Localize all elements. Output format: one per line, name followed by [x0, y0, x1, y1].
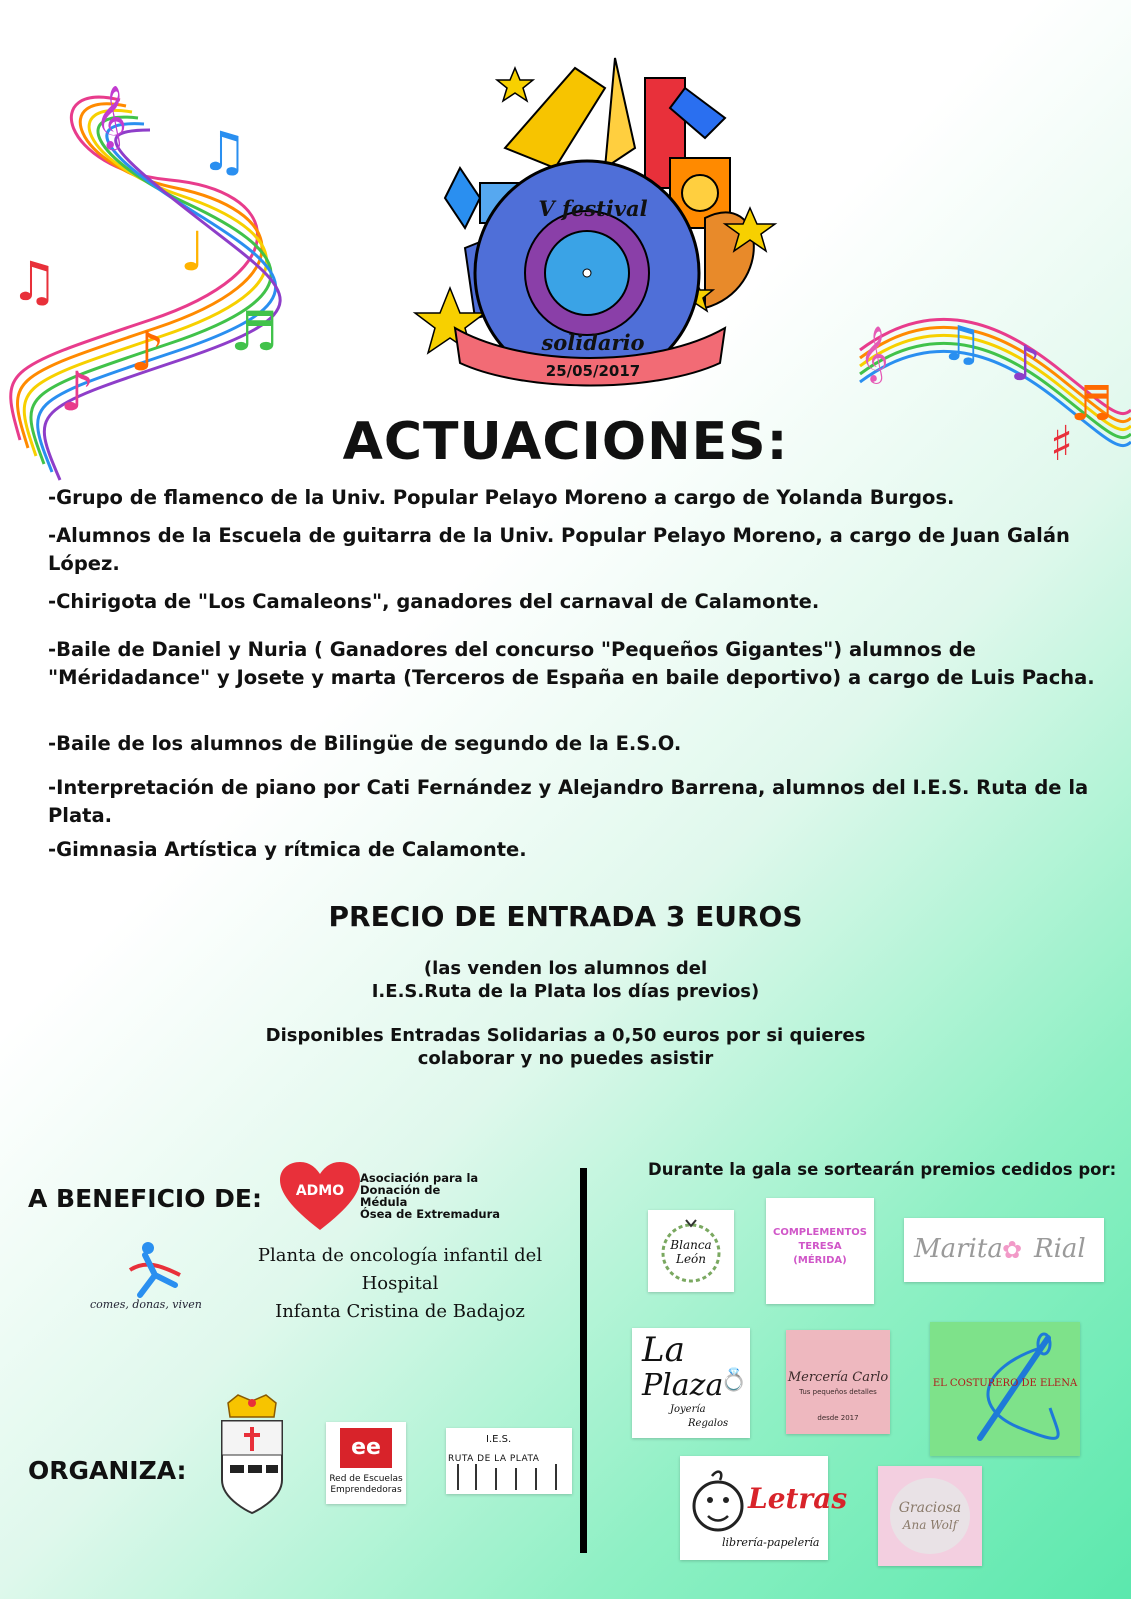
ies-name: RUTA DE LA PLATA: [448, 1454, 540, 1464]
act-item: -Gimnasia Artística y rítmica de Calamonte.: [48, 838, 527, 861]
svg-text:♪: ♪: [130, 320, 165, 383]
hospital-text: [240, 1242, 560, 1326]
redes-badge-icon: ee: [340, 1428, 392, 1468]
sale-note-line2: I.E.S.Ruta de la Plata los días previos): [371, 981, 760, 1002]
letras-subtitle: librería-papelería: [722, 1536, 820, 1549]
svg-text:♫: ♫: [200, 120, 249, 183]
redes-line: Red de Escuelas: [329, 1474, 403, 1484]
merceria-tagline: Tus pequeños detalles: [799, 1388, 877, 1396]
logo-title-line1: V festival: [538, 196, 648, 221]
sale-note-line1: (las venden los alumnos del: [423, 958, 708, 979]
beneficiary-label: A BENEFICIO DE:: [28, 1184, 262, 1213]
sponsor-letras: [680, 1456, 848, 1560]
svg-text:♫: ♫: [10, 250, 59, 313]
blanca-line: León: [675, 1252, 707, 1266]
svg-text:♪: ♪: [60, 360, 95, 423]
flower-icon: ✿: [1002, 1236, 1023, 1264]
rial-word: Rial: [1034, 1234, 1086, 1264]
plaza-word: Plaza: [642, 1368, 724, 1403]
hospital-line: Planta de oncología infantil del Hospital: [257, 1245, 543, 1294]
sponsor-complementos-teresa: [766, 1198, 874, 1304]
graciosa-name: Graciosa: [898, 1500, 962, 1516]
sponsor-blanca-leon: [648, 1210, 734, 1292]
act-item: -Chirigota de "Los Camaleons", ganadores del carnaval de Calamonte.: [48, 590, 820, 613]
section-divider: [580, 1168, 587, 1553]
hospital-line: Infanta Cristina de Badajoz: [275, 1301, 525, 1322]
svg-text:♬: ♬: [230, 300, 279, 363]
admo-line: Médula: [360, 1195, 408, 1209]
sponsor-la-plaza: [632, 1328, 750, 1438]
admo-description: [360, 1172, 500, 1220]
svg-text:♪: ♪: [1010, 336, 1041, 392]
plaza-la: La: [642, 1330, 685, 1370]
graciosa-subname: Ana Wolf: [902, 1518, 958, 1532]
svg-text:♩: ♩: [180, 220, 206, 283]
ies-pillars-icon: [456, 1464, 566, 1490]
svg-text:♬: ♬: [1070, 376, 1114, 432]
svg-text:♫: ♫: [940, 316, 984, 372]
solidarity-note-line1: Disponibles Entradas Solidarias a 0,50 euros por si quieres: [265, 1025, 866, 1046]
logo-title-line2: solidario: [541, 330, 645, 355]
page-title: ACTUACIONES:: [342, 412, 789, 472]
ies-ruta-de-la-plata-logo: [446, 1428, 572, 1494]
act-item: -Alumnos de la Escuela de guitarra de la Univ. Popular Pelayo Moreno, a cargo de Juan Galán López.: [48, 524, 1070, 575]
complementos-text: [766, 1226, 874, 1268]
merceria-name: Mercería Carlo: [787, 1370, 889, 1385]
complementos-line: TERESA: [798, 1241, 842, 1252]
music-notes-left-decoration: [0, 40, 300, 460]
prizes-heading: Durante la gala se sortearán premios cedidos por:: [648, 1160, 1117, 1179]
admo-badge: ADMO: [295, 1183, 345, 1199]
svg-text:♯: ♯: [1050, 416, 1074, 472]
plaza-regalos: Regalos: [688, 1418, 729, 1429]
sponsor-graciosa: [878, 1466, 982, 1566]
redes-emprendedoras-logo: [326, 1422, 406, 1504]
admo-line: Asociación para la: [360, 1171, 479, 1185]
marita-word: Marita: [914, 1234, 1003, 1264]
complementos-line: (MÉRIDA): [793, 1255, 847, 1266]
runner-logo-icon: [120, 1240, 200, 1300]
blanca-line: Blanca: [670, 1238, 712, 1252]
graciosa-circle: [890, 1478, 970, 1554]
sponsor-marita-rial: [904, 1218, 1104, 1282]
ies-label: I.E.S.: [486, 1434, 512, 1445]
blanca-text: [648, 1238, 734, 1266]
sponsor-costurero-elena: [930, 1322, 1080, 1456]
act-item: -Interpretación de piano por Cati Fernández y Alejandro Barrena, alumnos del I.E.S. Ruta de la Plata.: [48, 776, 1089, 827]
solidarity-note-line2: colaborar y no puedes asistir: [417, 1048, 714, 1069]
svg-text:𝄞: 𝄞: [860, 326, 889, 382]
ticket-price: PRECIO DE ENTRADA 3 EUROS: [328, 900, 803, 933]
costurero-name: EL COSTURERO DE ELENA: [932, 1378, 1078, 1389]
act-item: -Baile de Daniel y Nuria ( Ganadores del concurso "Pequeños Gigantes") alumnos de "Méridadance" y Josete y marta (Terceros de España en baile deportivo) a cargo de Luis Pacha.: [48, 638, 1095, 689]
redes-caption: [326, 1474, 406, 1496]
ring-icon: 💍: [720, 1368, 748, 1393]
logo-date: 25/05/2017: [545, 362, 641, 380]
organizer-label: ORGANIZA:: [28, 1456, 187, 1485]
redes-line: Emprendedoras: [330, 1485, 402, 1495]
admo-line: Donación de: [360, 1183, 441, 1197]
runner-logo-text: comes, donas, viven: [90, 1298, 202, 1311]
letras-word: Letras: [748, 1482, 848, 1515]
admo-line: Ósea de Extremadura: [360, 1207, 501, 1221]
town-coat-of-arms-icon: [218, 1395, 286, 1515]
act-item: -Grupo de flamenco de la Univ. Popular Pelayo Moreno a cargo de Yolanda Burgos.: [48, 486, 955, 509]
sponsor-merceria-carlo: [786, 1330, 890, 1434]
complementos-line: COMPLEMENTOS: [773, 1227, 867, 1238]
svg-text:𝄞: 𝄞: [95, 85, 127, 148]
child-face-icon: [688, 1466, 748, 1546]
merceria-since: desde 2017: [817, 1414, 859, 1422]
act-item: -Baile de los alumnos de Bilingüe de segundo de la E.S.O.: [48, 732, 682, 755]
plaza-joyeria: Joyería: [670, 1404, 706, 1415]
